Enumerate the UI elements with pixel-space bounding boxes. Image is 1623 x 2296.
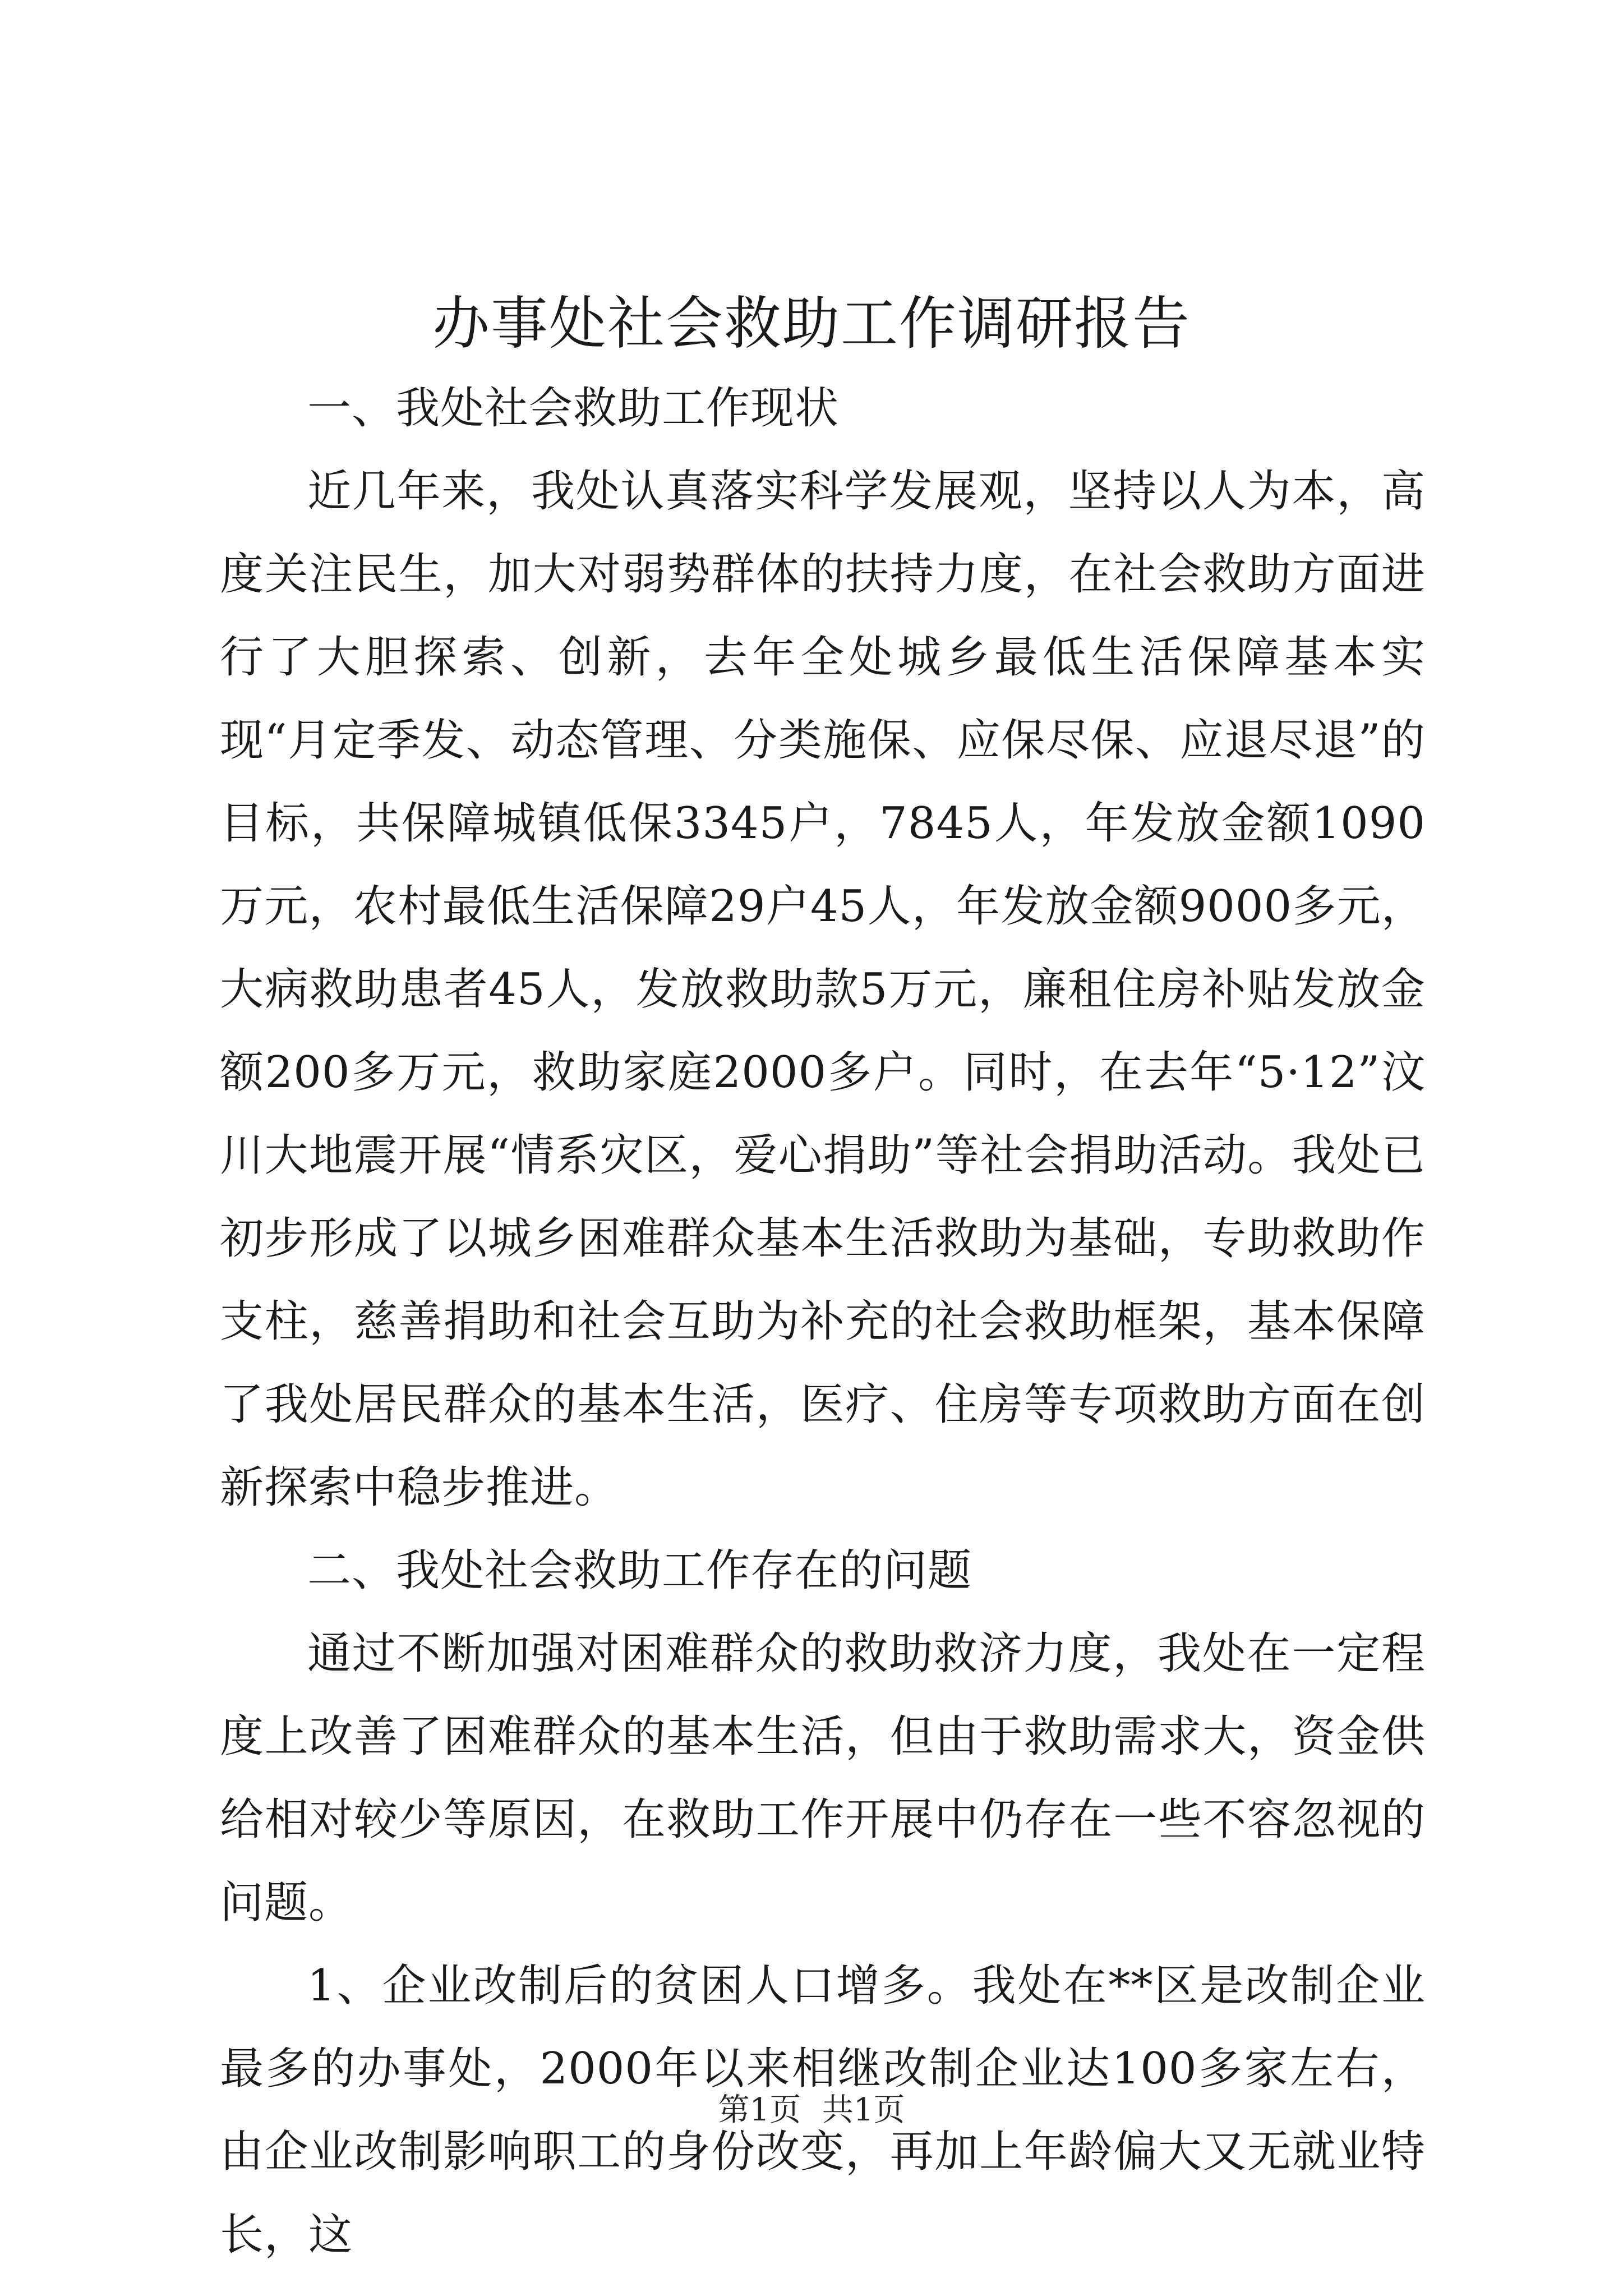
page-footer [0, 2088, 1623, 2133]
section-heading-2: 二、我处社会救助工作存在的问题 [307, 1545, 972, 1596]
document-body [220, 367, 1426, 2276]
page-total: 共1页 [822, 2092, 905, 2128]
body-paragraph: 近几年来，我处认真落实科学发展观，坚持以人为本，高度关注民生，加大对弱势群体的扶持力度，在社会救助方面进行了大胆探索、创新，去年全处城乡最低生活保障基本实现“月定季发、动态管理、分类施保、应保尽保、应退尽退”的目标，共保障城镇低保3345户，7845人，年发放金额1090万元，农村最低生活保障29户45人，年发放金额9000多元，大病救助患者45人，发放救助款5万元，廉租住房补贴发放金额200多万元，救助家庭2000多户。同时，在去年“5·12”汶川大地震开展“情系灾区，爱心捐助”等社会捐助活动。我处已初步形成了以城乡困难群众基本生活救助为基础，专助救助作支柱，慈善捐助和社会互助为补充的社会救助框架，基本保障了我处居民群众的基本生活，医疗、住房等专项救助方面在创新探索中稳步推进。 [220, 466, 1426, 1513]
body-paragraph: 1、企业改制后的贫困人口增多。我处在**区是改制企业最多的办事处，2000年以来相继改制企业达100多家左右，由企业改制影响职工的身份改变，再加上年龄偏大又无就业特长，这 [220, 1961, 1426, 2260]
section-heading-1: 一、我处社会救助工作现状 [307, 383, 840, 434]
page-number: 第1页 [718, 2092, 801, 2128]
body-paragraph: 通过不断加强对困难群众的救助救济力度，我处在一定程度上改善了困难群众的基本生活，但由于救助需求大，资金供给相对较少等原因，在救助工作开展中仍存在一些不容忽视的问题。 [220, 1628, 1426, 1928]
document-title: 办事处社会救助工作调研报告 [432, 291, 1191, 357]
